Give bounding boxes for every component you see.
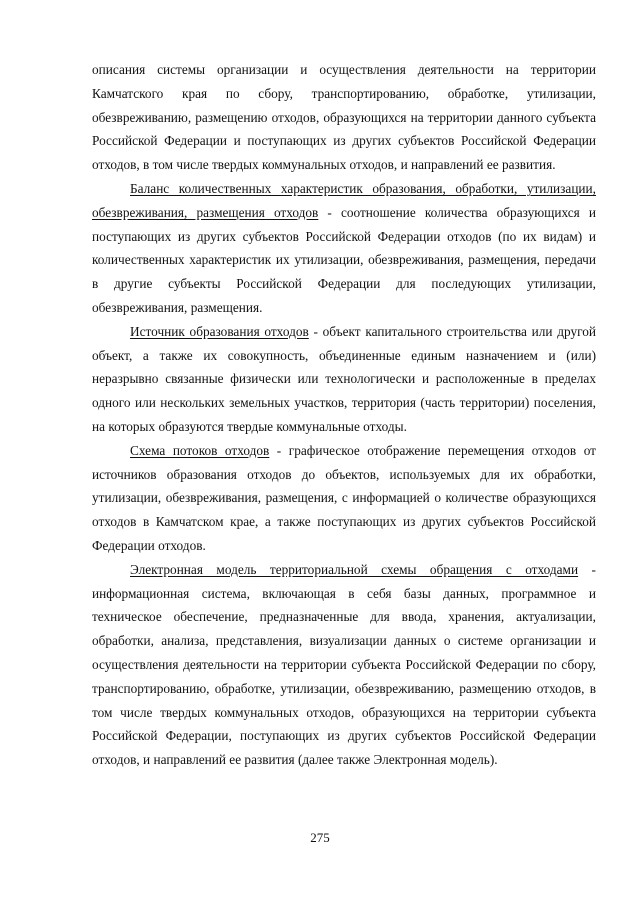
defined-term: Схема потоков отходов — [130, 442, 270, 458]
definition-text: - объект капитального строительства или другой объект, а также их совокупность, объединенные единым назначением и (или) неразрывно связанные физически или технологически и расположенные в пределах одного или нескольких земельных участков, территория (часть территории) поселения, на которых образуются твердые коммунальные отходы. — [92, 323, 596, 434]
definition-waste-source — [92, 320, 596, 439]
page-number: 275 — [310, 830, 330, 845]
defined-term: Баланс количественных характеристик образования, обработки, утилизации, обезвреживания, размещения отходов — [92, 180, 596, 220]
defined-term: Электронная модель территориальной схемы обращения с отходами — [130, 561, 579, 577]
definition-balance — [92, 177, 596, 320]
paragraph-text: описания системы организации и осуществления деятельности на территории Камчатского края по сбору, транспортированию, обработке, утилизации, обезвреживанию, размещению отходов, образующихся на территории данного субъекта Российской Федерации и поступающих из других субъектов Российской Федерации отходов, в том числе твердых коммунальных отходов, и направлений ее развития. — [92, 62, 596, 173]
definition-text: - соотношение количества образующихся и поступающих из других субъектов Российской Федерации отходов (по их видам) и количественных характеристик их утилизации, обезвреживания, размещения, передачи в другие субъекты Российской Федерации для последующих утилизации, обезвреживания, размещения. — [92, 204, 596, 315]
definition-text: - графическое отображение перемещения отходов от источников образования отходов до объектов, используемых для их обработки, утилизации, обезвреживания, размещения, с информацией о количестве образующихся отходов в Камчатском крае, а также поступающих из других субъектов Российской Федерации отходов. — [92, 442, 596, 553]
paragraph-continuation — [92, 58, 596, 177]
defined-term: Источник образования отходов — [130, 323, 309, 339]
definition-text: - информационная система, включающая в себя базы данных, программное и техническое обеспечение, предназначенные для ввода, хранения, актуализации, обработки, анализа, представления, визуализации данных о системе организации и осуществления деятельности на территории субъекта Российской Федерации по сбору, транспортированию, обработке, утилизации, обезвреживанию, размещению отходов, в том числе твердых коммунальных отходов, образующихся на территории субъекта Российской Федерации, поступающих из других субъектов Российской Федерации отходов, и направлений ее развития (далее также Электронная модель). — [92, 561, 596, 768]
document-page — [92, 58, 596, 772]
definition-electronic-model — [92, 558, 596, 772]
definition-waste-flow-scheme — [92, 439, 596, 558]
